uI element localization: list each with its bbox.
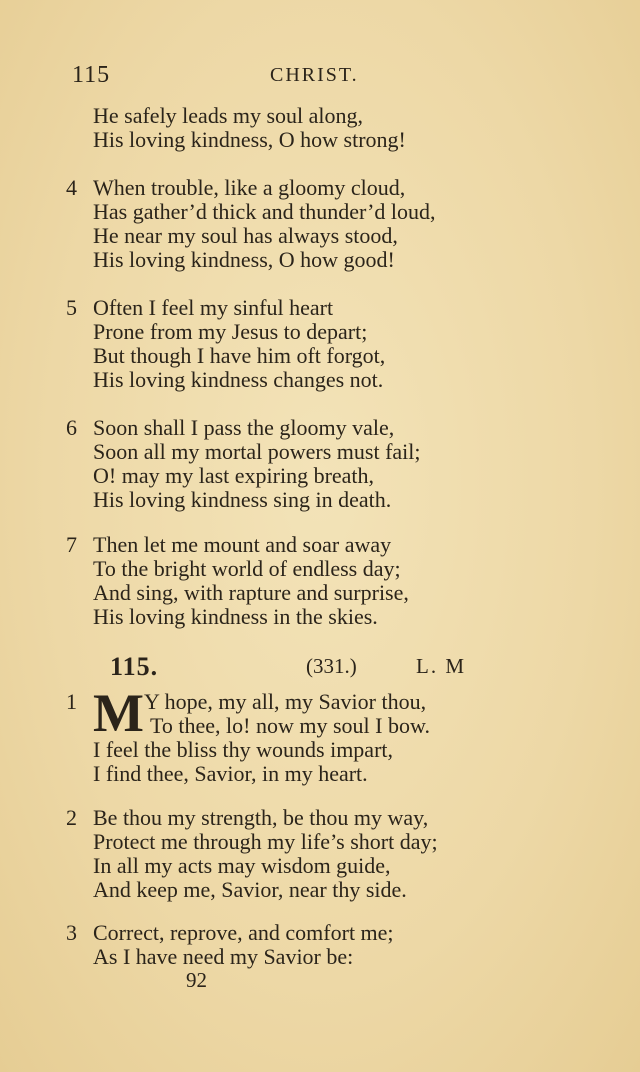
verse-line: His loving kindness changes not. [93, 367, 384, 392]
verse-line: 7 Then let me mount and soar away [66, 532, 392, 557]
verse-line: And sing, with rapture and surprise, [93, 580, 409, 605]
verse-line: Soon all my mortal powers must fail; [93, 439, 421, 464]
verse-line: 3 Correct, reprove, and comfort me; [66, 920, 394, 945]
verse-line: He safely leads my soul along, [93, 103, 364, 128]
verse-line: His loving kindness, O how good! [93, 247, 395, 272]
verse-line: His loving kindness sing in death. [93, 487, 392, 512]
verse-line: I feel the bliss thy wounds impart, [93, 737, 394, 762]
verse-line: To the bright world of endless day; [93, 556, 401, 581]
verse-line: Has gather’d thick and thunder’d loud, [93, 199, 436, 224]
stanza-number: 6 [66, 415, 77, 440]
verse-line: As I have need my Savior be: [93, 944, 354, 969]
verse-line: His loving kindness in the skies. [93, 604, 378, 629]
stanza-number: 2 [66, 805, 77, 830]
hymn-stanza-3 [66, 921, 516, 969]
page-number: 115 [72, 62, 111, 88]
verse-line: O! may my last expiring breath, [93, 463, 375, 488]
hymn-number: 115. [110, 652, 159, 681]
stanza-4 [66, 176, 516, 272]
verse-line: 2 Be thou my strength, be thou my way, [66, 805, 429, 830]
stanza-7 [66, 533, 516, 629]
stanza-number: 5 [66, 295, 77, 320]
stanza-number: 3 [66, 920, 77, 945]
drop-cap: M [93, 683, 144, 743]
verse-line: To thee, lo! now my soul I bow. [150, 713, 430, 738]
verse-line: And keep me, Savior, near thy side. [93, 877, 407, 902]
stanza-6 [66, 416, 516, 512]
page-header [72, 62, 592, 94]
stanza-5 [66, 296, 516, 392]
verse-line: In all my acts may wisdom guide, [93, 853, 391, 878]
hymn-heading [110, 652, 510, 684]
verse-line: 1 Y hope, my all, my Savior thou, [66, 689, 427, 714]
verse-line: He near my soul has always stood, [93, 223, 398, 248]
verse-line: Prone from my Jesus to depart; [93, 319, 368, 344]
stanza-number: 1 [66, 689, 77, 714]
verse-line: His loving kindness, O how strong! [93, 127, 406, 152]
stanza-number: 7 [66, 532, 77, 557]
hymn-reference: (331.) [306, 654, 357, 678]
stanza-continued [66, 104, 516, 152]
hymn-meter: L. M [416, 654, 466, 678]
verse-line: 5 Often I feel my sinful heart [66, 295, 334, 320]
verse-line: 4 When trouble, like a gloomy cloud, [66, 175, 406, 200]
verse-line: I find thee, Savior, in my heart. [93, 761, 368, 786]
verse-line: Protect me through my life’s short day; [93, 829, 438, 854]
verse-line: 6 Soon shall I pass the gloomy vale, [66, 415, 395, 440]
running-title: CHRIST. [270, 64, 359, 86]
hymn-stanza-1 [66, 683, 516, 786]
signature-mark: 92 [186, 968, 207, 992]
stanza-number: 4 [66, 175, 77, 200]
verse-line: But though I have him oft forgot, [93, 343, 386, 368]
hymn-stanza-2 [66, 806, 516, 902]
